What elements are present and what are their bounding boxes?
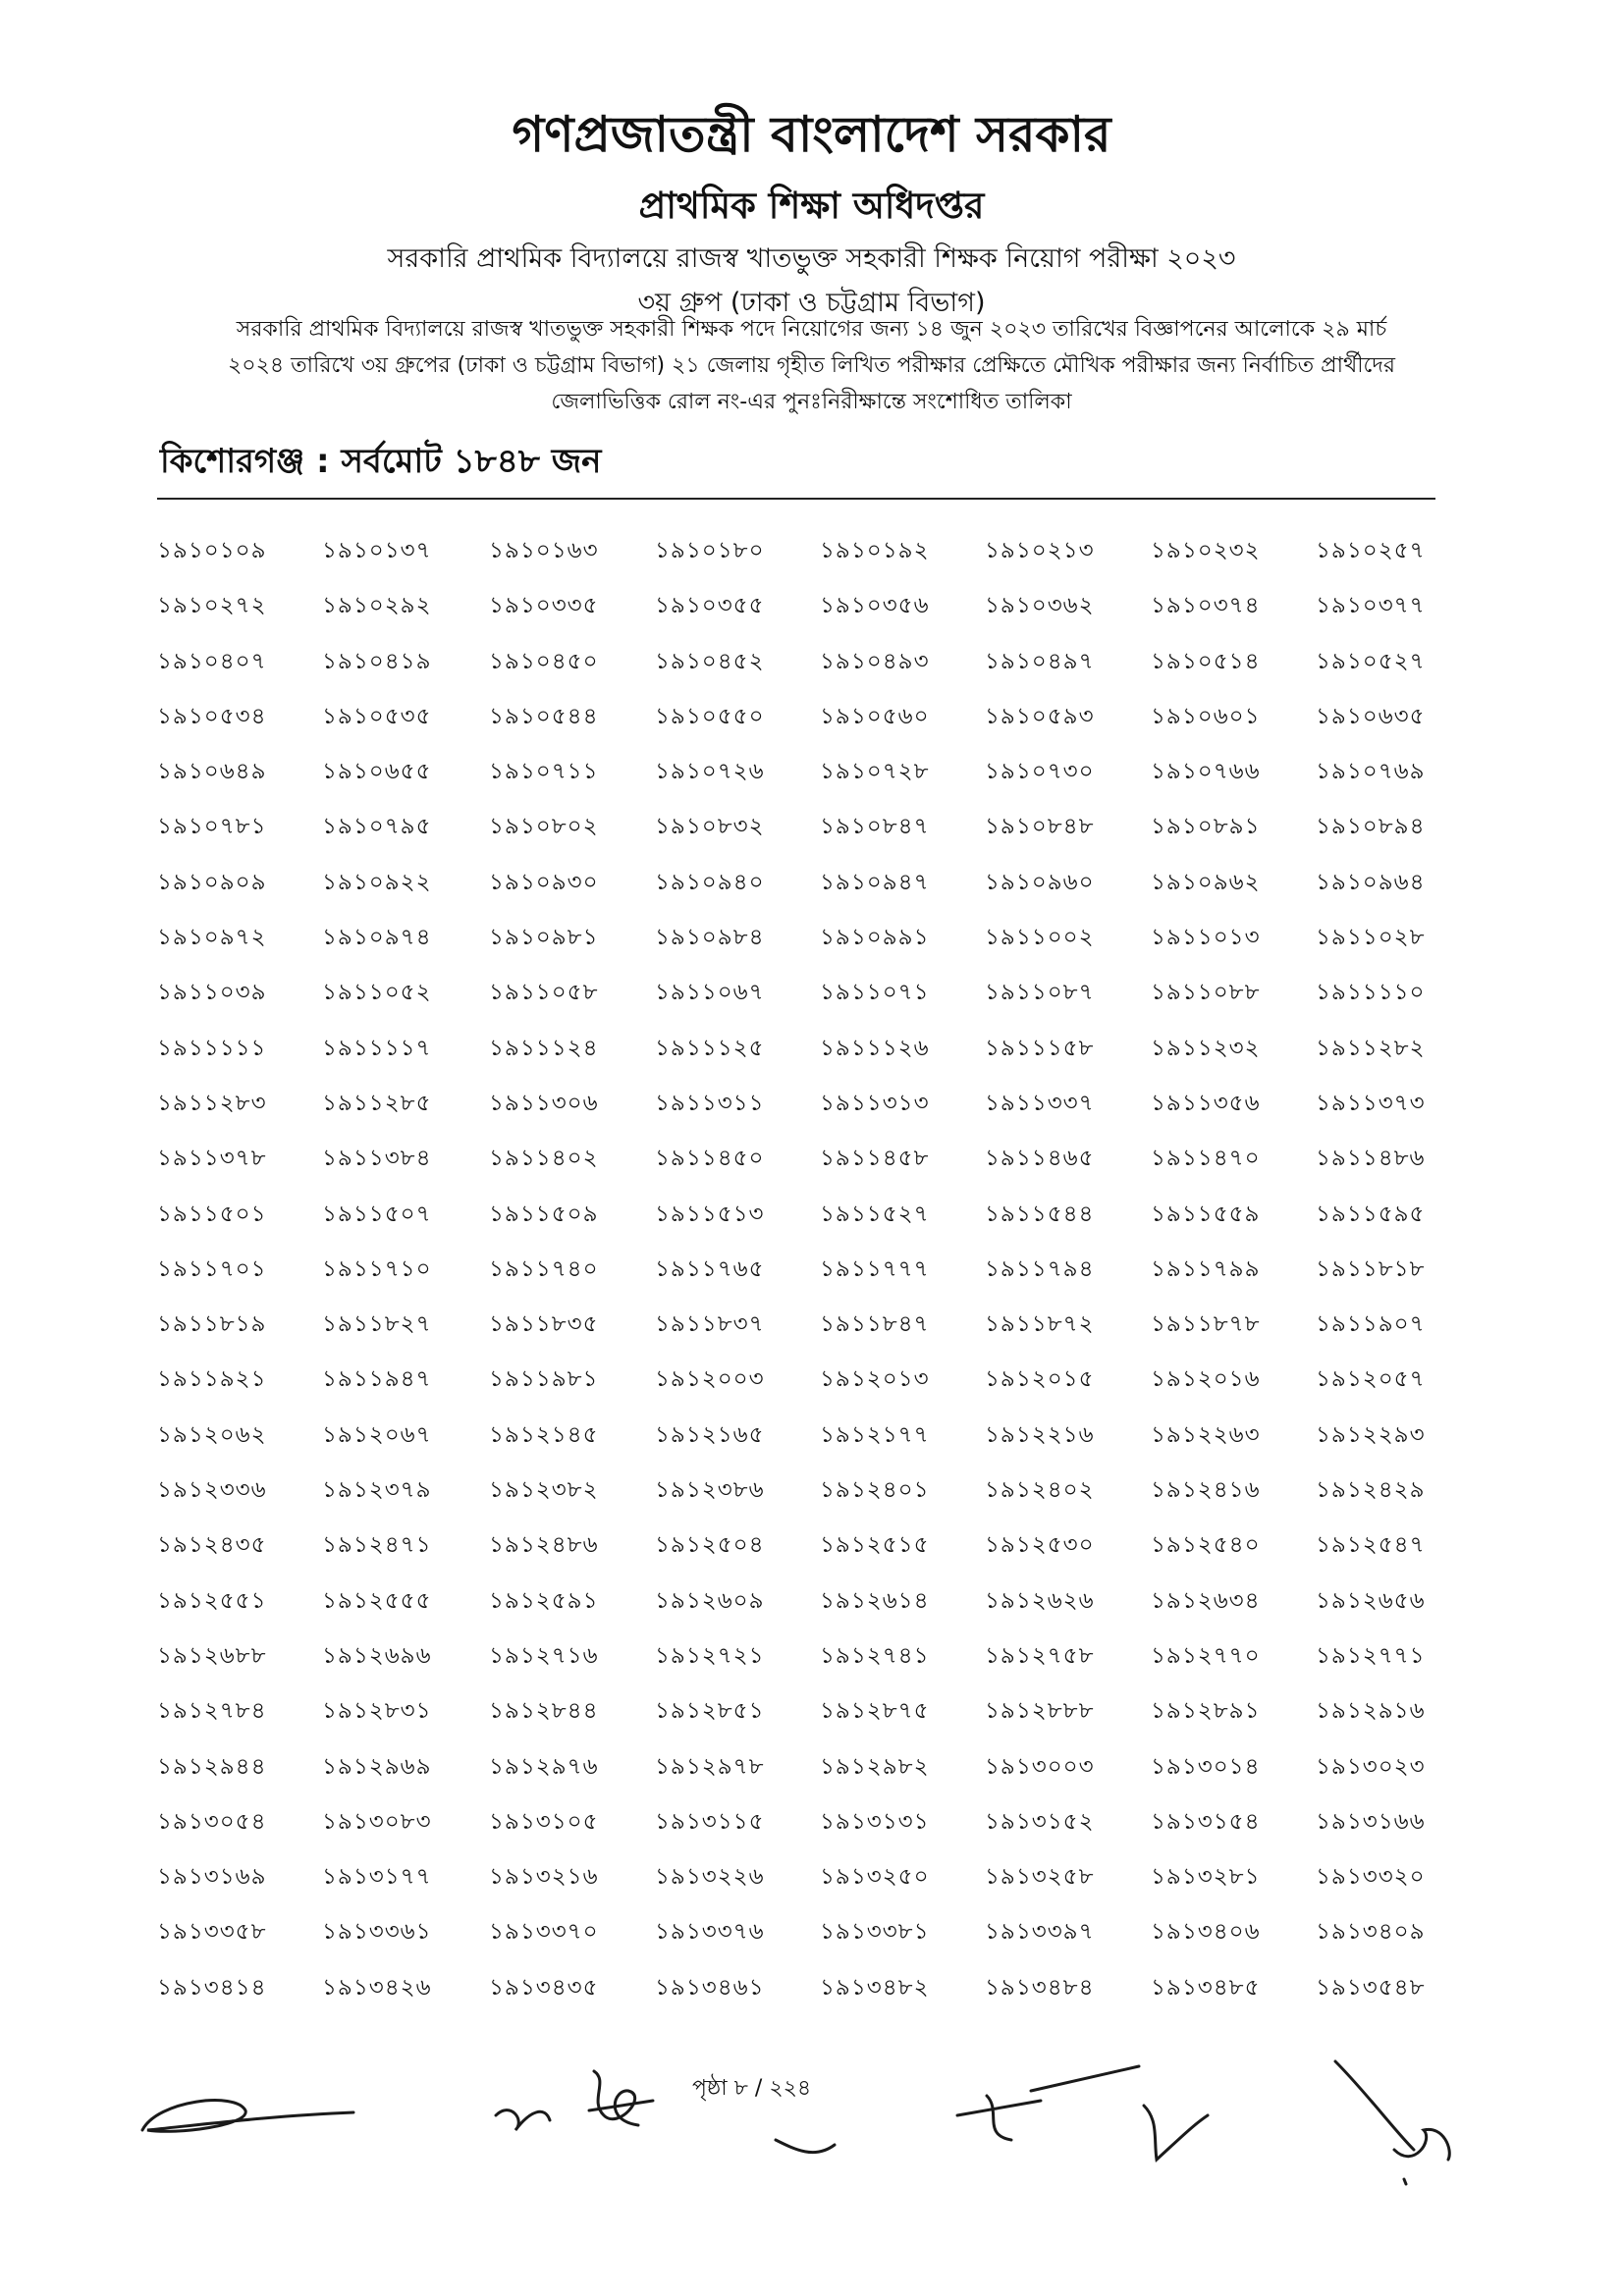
roll-number: ১৯১২৩৭৯: [322, 1477, 432, 1504]
district-heading: কিশোরগঞ্জ : সর্বমোট ১৮৪৮ জন: [160, 442, 602, 481]
roll-row: [157, 919, 1473, 974]
roll-number: ১৯১২১৬৫: [655, 1421, 765, 1448]
roll-number: ১৯১৩২২৬: [655, 1864, 765, 1891]
roll-number: ১৯১১৫৯৫: [1316, 1201, 1426, 1227]
roll-number: ১৯১০৯২২: [322, 869, 432, 895]
roll-number: ১৯১৩১৩১: [820, 1808, 930, 1835]
roll-number: ১৯১১৩৩৭: [985, 1090, 1095, 1116]
roll-row: [157, 1913, 1473, 1968]
roll-number: ১৯১২৯৪৪: [157, 1753, 267, 1780]
roll-number: ১৯১২৫১৫: [820, 1532, 930, 1559]
roll-number: ১৯১১৫৪৪: [985, 1201, 1095, 1227]
roll-number: ১৯১২৬০৯: [655, 1587, 765, 1614]
roll-number: ১৯১২৬৫৬: [1316, 1587, 1426, 1614]
roll-number: ১৯১২৯৭৬: [489, 1753, 599, 1780]
notice-line-2: ২০২৪ তারিখে ৩য় গ্রুপের (ঢাকা ও চট্টগ্রাম বিভাগ) ২১ জেলায় গৃহীত লিখিত পরীক্ষার প্রেক্ষিতে মৌখিক পরীক্ষার জন্য নির্বাচিত প্রার্থীদের: [227, 353, 1396, 378]
signature-6: [1144, 2106, 1208, 2160]
roll-number: ১৯১০৪১৯: [322, 648, 432, 674]
roll-number: ১৯১১৮৭২: [985, 1311, 1095, 1338]
roll-number: ১৯১১৫০৯: [489, 1201, 599, 1227]
roll-number: ১৯১১১৫৮: [985, 1035, 1095, 1061]
roll-row: [157, 1251, 1473, 1306]
roll-number: ১৯১১০১৩: [1151, 925, 1261, 951]
roll-number: ১৯১০৪৯৩: [820, 648, 930, 674]
roll-number: ১৯১১৮৪৭: [820, 1311, 930, 1338]
signature-3: [589, 2071, 653, 2125]
roll-number: ১৯১০৫১৪: [1151, 648, 1261, 674]
roll-number: ১৯১২৬২৬: [985, 1587, 1095, 1614]
roll-number: ১৯১২৫৯১: [489, 1587, 599, 1614]
roll-number: ১৯১১৪০২: [489, 1146, 599, 1172]
roll-number: ১৯১২৩৮২: [489, 1477, 599, 1504]
roll-number: ১৯১২৫৫১: [157, 1587, 267, 1614]
roll-number: ১৯১১১১৭: [322, 1035, 432, 1061]
roll-number: ১৯১২৮৪৪: [489, 1698, 599, 1725]
roll-number: ১৯১৩১১৫: [655, 1808, 765, 1835]
roll-number: ১৯১০৫৩৫: [322, 703, 432, 729]
roll-number: ১৯১১৪৬৫: [985, 1146, 1095, 1172]
roll-row: [157, 532, 1473, 587]
department-title: প্রাথমিক শিক্ষা অধিদপ্তর: [638, 185, 985, 227]
roll-number: ১৯১১৭১০: [322, 1255, 432, 1282]
group-title: ৩য় গ্রুপ (ঢাকা ও চট্টগ্রাম বিভাগ): [637, 288, 986, 318]
roll-number: ১৯১১২৮২: [1316, 1035, 1426, 1061]
roll-number: ১৯১০৩৫৬: [820, 593, 930, 619]
roll-number: ১৯১১০৫২: [322, 980, 432, 1006]
roll-number: ১৯১০৯৬৪: [1316, 869, 1426, 895]
roll-number: ১৯১১৯৪৭: [322, 1366, 432, 1393]
roll-number: ১৯১২৪২৯: [1316, 1477, 1426, 1504]
roll-number: ১৯১৩৪৮৪: [985, 1974, 1095, 2001]
roll-number: ১৯১০৯৪০: [655, 869, 765, 895]
roll-number: ১৯১১৫০১: [157, 1201, 267, 1227]
roll-number: ১৯১১৫১৩: [655, 1201, 765, 1227]
roll-row: [157, 808, 1473, 863]
roll-number: ১৯১২৬৩৪: [1151, 1587, 1261, 1614]
roll-row: [157, 1140, 1473, 1195]
roll-number: ১৯১৩০৫৪: [157, 1808, 267, 1835]
roll-number: ১৯১১৩৮৪: [322, 1146, 432, 1172]
roll-number: ১৯১১৭০১: [157, 1255, 267, 1282]
roll-number: ১৯১২৯৬৯: [322, 1753, 432, 1780]
roll-number: ১৯১০৯০৯: [157, 869, 267, 895]
roll-number: ১৯১১৭৪০: [489, 1255, 599, 1282]
roll-number: ১৯১২৭৮৪: [157, 1698, 267, 1725]
roll-number: ১৯১১০০২: [985, 925, 1095, 951]
roll-number: ১৯১০৯৩০: [489, 869, 599, 895]
roll-number: ১৯১৩৪৩৫: [489, 1974, 599, 2001]
roll-number: ১৯১২৭২১: [655, 1642, 765, 1669]
roll-number: ১৯১৩০৮৩: [322, 1808, 432, 1835]
roll-number: ১৯১১৮২৭: [322, 1311, 432, 1338]
roll-number: ১৯১২৮৫১: [655, 1698, 765, 1725]
roll-number: ১৯১০১৯২: [820, 538, 930, 563]
heading-divider: [157, 498, 1435, 500]
roll-number: ১৯১১৭৬৫: [655, 1255, 765, 1282]
roll-number: ১৯১০২৫৭: [1316, 538, 1426, 563]
roll-number: ১৯১১৯৮১: [489, 1366, 599, 1393]
roll-number: ১৯১২৪৮৬: [489, 1532, 599, 1559]
roll-number: ১৯১৩৪৮২: [820, 1974, 930, 2001]
roll-number: ১৯১২০১৫: [985, 1366, 1095, 1393]
roll-number: ১৯১১০৭১: [820, 980, 930, 1006]
roll-number: ১৯১৩৩২০: [1316, 1864, 1426, 1891]
roll-number: ১৯১১১১১: [157, 1035, 267, 1061]
roll-number: ১৯১২৪০২: [985, 1477, 1095, 1504]
roll-number: ১৯১৩১৫৪: [1151, 1808, 1261, 1835]
roll-number: ১৯১৩০১৪: [1151, 1753, 1261, 1780]
roll-row: [157, 643, 1473, 698]
roll-number: ১৯১২৭১৬: [489, 1642, 599, 1669]
roll-number: ১৯১০৬৪৯: [157, 759, 267, 785]
roll-number: ১৯১০৬৫৫: [322, 759, 432, 785]
roll-number: ১৯১১৯০৭: [1316, 1311, 1426, 1338]
roll-number: ১৯১০৪৫২: [655, 648, 765, 674]
roll-number: ১৯১২৯১৬: [1316, 1698, 1426, 1725]
roll-number: ১৯১১৩৭৩: [1316, 1090, 1426, 1116]
signatures: [0, 2022, 1623, 2209]
roll-number: ১৯১১০২৮: [1316, 925, 1426, 951]
roll-row: [157, 1416, 1473, 1471]
roll-row: [157, 1637, 1473, 1692]
roll-number: ১৯১২৫৩০: [985, 1532, 1095, 1559]
roll-number: ১৯১২৮৩১: [322, 1698, 432, 1725]
roll-number: ১৯১৩১০৫: [489, 1808, 599, 1835]
roll-number: ১৯১৩১৬৯: [157, 1864, 267, 1891]
signature-5: [957, 2066, 1139, 2140]
roll-number: ১৯১০৪৯৭: [985, 648, 1095, 674]
roll-number: ১৯১০৯৯১: [820, 925, 930, 951]
roll-number: ১৯১০৮৩২: [655, 814, 765, 840]
roll-number: ১৯১০৬০১: [1151, 703, 1261, 729]
roll-number: ১৯১১২৮৫: [322, 1090, 432, 1116]
roll-number: ১৯১২৭৭০: [1151, 1642, 1261, 1669]
roll-number: ১৯১৩২৫৮: [985, 1864, 1095, 1891]
roll-row: [157, 1471, 1473, 1526]
roll-number: ১৯১০৫৩৪: [157, 703, 267, 729]
signature-1: [142, 2101, 353, 2132]
roll-number: ১৯১০৫৯৩: [985, 703, 1095, 729]
roll-number: ১৯১১১২৫: [655, 1035, 765, 1061]
roll-number: ১৯১২৫৫৫: [322, 1587, 432, 1614]
roll-number: ১৯১২৭৭১: [1316, 1642, 1426, 1669]
roll-number: ১৯১৩২১৬: [489, 1864, 599, 1891]
roll-number: ১৯১২৭৫৮: [985, 1642, 1095, 1669]
roll-number: ১৯১২৮৯১: [1151, 1698, 1261, 1725]
roll-row: [157, 1748, 1473, 1803]
page-number: পৃষ্ঠা ৮ / ২২৪: [692, 2076, 812, 2101]
roll-number: ১৯১০৭১১: [489, 759, 599, 785]
roll-number: ১৯১২৮৮৮: [985, 1698, 1095, 1725]
roll-number: ১৯১০১৩৭: [322, 538, 432, 563]
roll-number: ১৯১১৩৭৮: [157, 1146, 267, 1172]
roll-number: ১৯১১৫২৭: [820, 1201, 930, 1227]
roll-number: ১৯১১৮৩৭: [655, 1311, 765, 1338]
roll-number: ১৯১০৭২৮: [820, 759, 930, 785]
roll-number: ১৯১১৮৩৫: [489, 1311, 599, 1338]
roll-number: ১৯১১০৬৭: [655, 980, 765, 1006]
roll-number: ১৯১৩৪০৯: [1316, 1919, 1426, 1946]
roll-row: [157, 1306, 1473, 1361]
roll-row: [157, 753, 1473, 808]
roll-number: ১৯১৩৪২৬: [322, 1974, 432, 2001]
roll-number: ১৯১১৩০৬: [489, 1090, 599, 1116]
roll-row: [157, 1582, 1473, 1637]
roll-number: ১৯১২৬৮৮: [157, 1642, 267, 1669]
roll-row: [157, 1196, 1473, 1251]
roll-number: ১৯১২৫০৪: [655, 1532, 765, 1559]
roll-number: ১৯১৩৩৮১: [820, 1919, 930, 1946]
roll-number: ১৯১২৫৪০: [1151, 1532, 1261, 1559]
roll-number: ১৯১১১১০: [1316, 980, 1426, 1006]
roll-row: [157, 974, 1473, 1029]
roll-number: ১৯১২০১৩: [820, 1366, 930, 1393]
roll-number: ১৯১০৫২৭: [1316, 648, 1426, 674]
roll-row: [157, 1969, 1473, 2024]
roll-number: ১৯১০৭৮১: [157, 814, 267, 840]
roll-number: ১৯১০১৮০: [655, 538, 765, 563]
roll-number: ১৯১২৯৮২: [820, 1753, 930, 1780]
roll-number: ১৯১২০৬২: [157, 1421, 267, 1448]
roll-number: ১৯১১৭৯৯: [1151, 1255, 1261, 1282]
roll-number: ১৯১৩৪০৬: [1151, 1919, 1261, 1946]
roll-number: ১৯১২২৯৩: [1316, 1421, 1426, 1448]
roll-number: ১৯১১৫০৭: [322, 1201, 432, 1227]
signature-7: [1335, 2061, 1449, 2184]
roll-number: ১৯১২৮৭৫: [820, 1698, 930, 1725]
roll-number: ১৯১৩১৫২: [985, 1808, 1095, 1835]
roll-number: ১৯১১৩১৩: [820, 1090, 930, 1116]
roll-row: [157, 1085, 1473, 1140]
roll-number: ১৯১০৯৮৪: [655, 925, 765, 951]
roll-number: ১৯১০৫৬০: [820, 703, 930, 729]
roll-number: ১৯১০৭২৬: [655, 759, 765, 785]
roll-number: ১৯১২৪০১: [820, 1477, 930, 1504]
roll-number: ১৯১১৯২১: [157, 1366, 267, 1393]
roll-number: ১৯১৩৪৬১: [655, 1974, 765, 2001]
signature-2: [496, 2110, 550, 2130]
roll-number: ১৯১২৬১৪: [820, 1587, 930, 1614]
roll-number: ১৯১০৩৫৫: [655, 593, 765, 619]
roll-number: ১৯১২২১৬: [985, 1421, 1095, 1448]
roll-number: ১৯১০৭৩০: [985, 759, 1095, 785]
roll-number: ১৯১১৮১৮: [1316, 1255, 1426, 1282]
roll-number: ১৯১০৭৬৬: [1151, 759, 1261, 785]
roll-row: [157, 864, 1473, 919]
roll-number: ১৯১০৮৯১: [1151, 814, 1261, 840]
notice-line-3: জেলাভিত্তিক রোল নং-এর পুনঃনিরীক্ষান্তে সংশোধিত তালিকা: [551, 390, 1072, 414]
roll-number: ১৯১০৩৭৭: [1316, 593, 1426, 619]
roll-number: ১৯১২৭৪১: [820, 1642, 930, 1669]
roll-number: ১৯১৩২৮১: [1151, 1864, 1261, 1891]
roll-number: ১৯১৩৪৮৫: [1151, 1974, 1261, 2001]
roll-number: ১৯১০৮৯৪: [1316, 814, 1426, 840]
roll-number: ১৯১২০০৩: [655, 1366, 765, 1393]
roll-number: ১৯১১১২৬: [820, 1035, 930, 1061]
roll-number: ১৯১০১৬৩: [489, 538, 599, 563]
roll-number: ১৯১১৪৫০: [655, 1146, 765, 1172]
roll-number: ১৯১২৫৪৭: [1316, 1532, 1426, 1559]
roll-number: ১৯১৩২৫০: [820, 1864, 930, 1891]
roll-row: [157, 1030, 1473, 1085]
roll-number: ১৯১২৯৭৮: [655, 1753, 765, 1780]
roll-number: ১৯১০৯৪৭: [820, 869, 930, 895]
roll-number: ১৯১০২১৩: [985, 538, 1095, 563]
roll-number: ১৯১২৩৮৬: [655, 1477, 765, 1504]
roll-number: ১৯১১৪৭০: [1151, 1146, 1261, 1172]
roll-number: ১৯১০৯৭৪: [322, 925, 432, 951]
roll-number: ১৯১২৪৩৫: [157, 1532, 267, 1559]
roll-number: ১৯১০১০৯: [157, 538, 267, 563]
roll-number: ১৯১০৮০২: [489, 814, 599, 840]
roll-number: ১৯১১২৮৩: [157, 1090, 267, 1116]
roll-number: ১৯১০৩৬২: [985, 593, 1095, 619]
roll-number: ১৯১০৯৬০: [985, 869, 1095, 895]
roll-row: [157, 1692, 1473, 1747]
roll-number: ১৯১০৭৬৯: [1316, 759, 1426, 785]
roll-number: ১৯১০২৩২: [1151, 538, 1261, 563]
roll-number: ১৯১৩১৭৭: [322, 1864, 432, 1891]
roll-number: ১৯১০৫৪৪: [489, 703, 599, 729]
roll-number: ১৯১১৪৮৬: [1316, 1146, 1426, 1172]
roll-number: ১৯১১০৩৯: [157, 980, 267, 1006]
roll-number: ১৯১১১২৪: [489, 1035, 599, 1061]
roll-number: ১৯১১০৮৮: [1151, 980, 1261, 1006]
roll-number: ১৯১৩৩৭৬: [655, 1919, 765, 1946]
roll-number: ১৯১১৭৭৭: [820, 1255, 930, 1282]
notice-line-1: সরকারি প্রাথমিক বিদ্যালয়ে রাজস্ব খাতভুক্ত সহকারী শিক্ষক পদে নিয়োগের জন্য ১৪ জুন ২০২৩ তারিখের বিজ্ঞাপনের আলোকে ২৯ মার্চ: [236, 317, 1387, 342]
roll-number: ১৯১০২৭২: [157, 593, 267, 619]
roll-number: ১৯১০৯৮১: [489, 925, 599, 951]
roll-number: ১৯১০২৯২: [322, 593, 432, 619]
roll-number: ১৯১২১৭৭: [820, 1421, 930, 1448]
roll-number: ১৯১০৭৯৫: [322, 814, 432, 840]
roll-number: ১৯১৩১৬৬: [1316, 1808, 1426, 1835]
roll-number: ১৯১৩৪১৪: [157, 1974, 267, 2001]
roll-number: ১৯১০৩৩৫: [489, 593, 599, 619]
roll-number: ১৯১১৮১৯: [157, 1311, 267, 1338]
roll-row: [157, 1361, 1473, 1415]
roll-number: ১৯১২৩৩৬: [157, 1477, 267, 1504]
roll-number: ১৯১১২৩২: [1151, 1035, 1261, 1061]
roll-number: ১৯১১৩৫৬: [1151, 1090, 1261, 1116]
roll-number: ১৯১১৮৭৮: [1151, 1311, 1261, 1338]
roll-row: [157, 1526, 1473, 1581]
roll-number: ১৯১৩৩৭০: [489, 1919, 599, 1946]
roll-row: [157, 698, 1473, 753]
roll-number: ১৯১৩৩৯৭: [985, 1919, 1095, 1946]
roll-number-grid: [157, 532, 1473, 2024]
roll-number: ১৯১২০১৬: [1151, 1366, 1261, 1393]
roll-number: ১৯১১৪৫৮: [820, 1146, 930, 1172]
roll-number: ১৯১২০৬৭: [322, 1421, 432, 1448]
roll-number: ১৯১৩০২৩: [1316, 1753, 1426, 1780]
roll-number: ১৯১৩৩৬১: [322, 1919, 432, 1946]
roll-number: ১৯১২১৪৫: [489, 1421, 599, 1448]
exam-title: সরকারি প্রাথমিক বিদ্যালয়ে রাজস্ব খাতভুক্ত সহকারী শিক্ষক নিয়োগ পরীক্ষা ২০২৩: [387, 243, 1236, 274]
roll-number: ১৯১০৪৫০: [489, 648, 599, 674]
roll-number: ১৯১১০৮৭: [985, 980, 1095, 1006]
roll-number: ১৯১৩০০৩: [985, 1753, 1095, 1780]
roll-row: [157, 587, 1473, 642]
roll-number: ১৯১০৮৪৮: [985, 814, 1095, 840]
roll-number: ১৯১০৬৩৫: [1316, 703, 1426, 729]
signature-4: [776, 2140, 835, 2153]
government-title: গণপ্রজাতন্ত্রী বাংলাদেশ সরকার: [512, 106, 1111, 163]
roll-number: ১৯১৩৫৪৮: [1316, 1974, 1426, 2001]
roll-number: ১৯১১০৫৮: [489, 980, 599, 1006]
roll-number: ১৯১২২৬৩: [1151, 1421, 1261, 1448]
roll-number: ১৯১২৬৯৬: [322, 1642, 432, 1669]
roll-row: [157, 1858, 1473, 1913]
roll-number: ১৯১০৯৭২: [157, 925, 267, 951]
roll-number: ১৯১০৯৬২: [1151, 869, 1261, 895]
roll-row: [157, 1803, 1473, 1858]
roll-number: ১৯১২৪১৬: [1151, 1477, 1261, 1504]
roll-number: ১৯১৩৩৫৮: [157, 1919, 267, 1946]
roll-number: ১৯১১৫৫৯: [1151, 1201, 1261, 1227]
roll-number: ১৯১২০৫৭: [1316, 1366, 1426, 1393]
roll-number: ১৯১১৭৯৪: [985, 1255, 1095, 1282]
roll-number: ১৯১০৪০৭: [157, 648, 267, 674]
roll-number: ১৯১০৩৭৪: [1151, 593, 1261, 619]
roll-number: ১৯১১৩১১: [655, 1090, 765, 1116]
roll-number: ১৯১০৫৫০: [655, 703, 765, 729]
roll-number: ১৯১২৪৭১: [322, 1532, 432, 1559]
roll-number: ১৯১০৮৪৭: [820, 814, 930, 840]
